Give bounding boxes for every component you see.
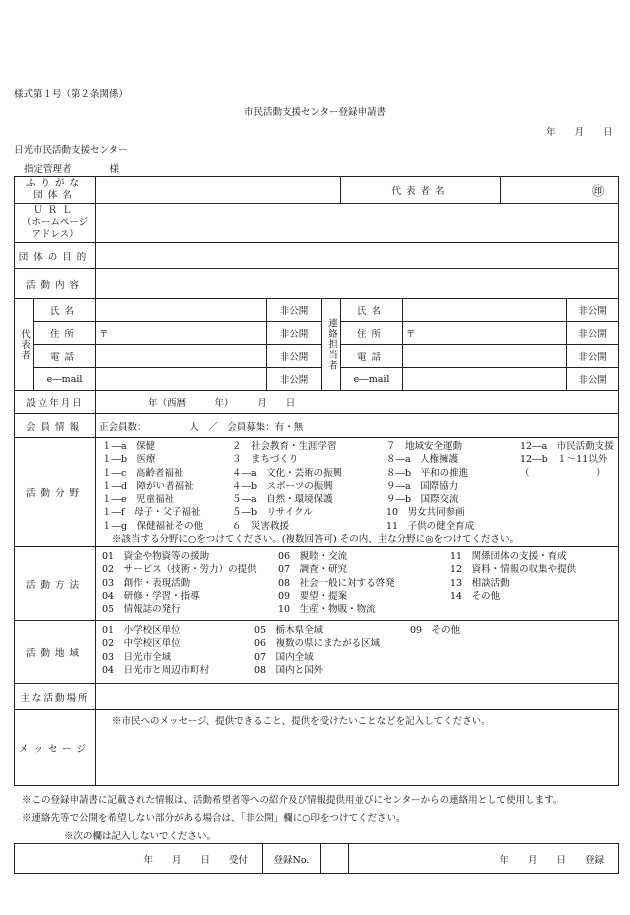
field-option[interactable]: ９―b 国際交流 [386, 494, 459, 506]
addressee: 日光市民活動支援センター [14, 145, 128, 156]
rep-email-label: e―mail [34, 368, 96, 391]
field-label: 活動分野 [15, 438, 96, 547]
office-use-table [14, 843, 619, 874]
page-title: 市民活動支援センター登録申請書 [243, 107, 387, 118]
footer-note-office: ※次の欄は記入しないでください。 [64, 831, 217, 842]
field-option [520, 480, 619, 493]
contact-email-private[interactable]: 非公開 [567, 368, 619, 391]
area-option [410, 651, 560, 664]
area-options[interactable] [96, 621, 619, 684]
rep-email-private[interactable]: 非公開 [267, 368, 322, 391]
footer-note-private: ※連絡先等で公開を希望しない部分がある場合は、「非公開」欄に○印をつけてください。 [22, 813, 406, 824]
footer-note-usage: ※この登録申請書に記載された情報は、活動希望者等への紹介及び情報提供用並びにセンターからの連絡用として使用します。 [22, 795, 563, 806]
method-option[interactable]: 07 調査・研究 [278, 564, 348, 576]
method-option[interactable]: 12 資料・情報の収集や提供 [450, 564, 577, 576]
rep-phone-private[interactable]: 非公開 [267, 345, 322, 368]
place-label: 主な活動場所 [15, 684, 96, 710]
field-option[interactable]: ６ 災害救援 [232, 520, 290, 532]
field-option[interactable]: １―c 高齢者福祉 [102, 467, 184, 479]
rep-name-field[interactable] [501, 177, 619, 204]
registration-form-table [14, 176, 619, 786]
method-option[interactable]: 09 要望・提案 [278, 590, 348, 602]
field-option[interactable]: ２ 社会教育・生涯学習 [232, 441, 337, 452]
method-option[interactable]: 13 相談活動 [450, 577, 510, 589]
area-option[interactable]: 09 その他 [410, 625, 461, 637]
field-option[interactable]: １―f 母子・父子福祉 [102, 507, 201, 519]
group-name-label: ふりがな 団体名 [15, 177, 96, 204]
field-option [520, 506, 619, 519]
received-date: 年 月 日 受付 [15, 844, 263, 874]
area-option[interactable]: 07 国内全域 [254, 651, 314, 663]
field-option[interactable]: ４―b スポーツの振興 [232, 480, 333, 492]
field-option[interactable]: ９―a 国際協力 [386, 480, 459, 492]
field-option[interactable]: ５―b リサイクル [232, 507, 313, 519]
contact-address-label: 住所 [341, 322, 403, 345]
area-option [410, 664, 560, 677]
rep-name-row-label: 氏名 [34, 299, 96, 322]
contact-email-input[interactable] [403, 368, 567, 391]
rep-name-input[interactable] [96, 299, 267, 322]
rep-address-input[interactable] [96, 322, 267, 345]
field-option[interactable]: ３ まちづくり [232, 454, 299, 466]
contact-group-label: 連絡担当者 [322, 299, 341, 391]
rep-group-label: 代表者 [15, 299, 34, 391]
area-option[interactable]: 05 栃木県全域 [254, 625, 324, 637]
field-option[interactable]: ７ 地域安全運動 [386, 441, 463, 452]
method-option [450, 603, 610, 616]
rep-name-label: 代表者名 [341, 177, 501, 204]
form-number: 様式第１号（第２条関係） [14, 89, 129, 100]
rep-email-input[interactable] [96, 368, 267, 391]
method-option-grid [102, 550, 615, 616]
seal-icon: ㊞ [592, 183, 605, 198]
url-field[interactable] [96, 204, 619, 243]
purpose-field[interactable] [96, 243, 619, 269]
contact-phone-private[interactable]: 非公開 [567, 345, 619, 368]
method-option[interactable]: 11 関係団体の支援・育成 [450, 551, 567, 563]
member-label: 会員情報 [15, 414, 96, 438]
method-option[interactable]: 05 情報誌の発行 [102, 604, 181, 616]
method-option[interactable]: 08 社会一般に対する啓発 [278, 577, 395, 589]
contact-name-row-label: 氏名 [341, 299, 403, 322]
area-option[interactable]: 01 小学校区単位 [102, 625, 181, 637]
registered-date: 年 月 日 登録 [349, 844, 619, 874]
area-option[interactable]: 08 国内と国外 [254, 664, 324, 676]
field-option[interactable]: １―e 児童福祉 [102, 494, 175, 506]
field-option[interactable]: １―a 保健 [102, 441, 156, 452]
contact-email-label: e―mail [341, 368, 403, 391]
field-option[interactable]: ４―a 文化・芸術の振興 [232, 467, 343, 479]
method-option[interactable]: 04 研修・学習・指導 [102, 590, 200, 602]
area-label: 活動地域 [15, 621, 96, 684]
field-option[interactable]: ８―a 人権擁護 [386, 454, 459, 466]
place-field[interactable] [96, 684, 619, 710]
method-options[interactable] [96, 547, 619, 621]
message-label: メッセージ [15, 710, 96, 786]
message-field[interactable] [96, 710, 619, 786]
founded-field[interactable]: 年（西暦 年） 月 日 [96, 391, 619, 414]
field-option[interactable]: ８―b 平和の推進 [386, 467, 469, 479]
method-option[interactable]: 02 サービス（技術・労力）の提供 [102, 564, 257, 576]
area-option-grid [102, 624, 615, 677]
field-option [520, 520, 619, 533]
manager-line: 指定管理者 様 [24, 164, 120, 175]
contact-address-private[interactable]: 非公開 [567, 322, 619, 345]
member-field[interactable]: 正会員数： 人 ／ 会員募集：有・無 [96, 414, 619, 438]
rep-address-label: 住所 [34, 322, 96, 345]
rep-phone-label: 電話 [34, 345, 96, 368]
reg-no-field [321, 844, 349, 874]
field-option[interactable]: １―g 保健福祉その他 [102, 520, 204, 532]
method-option[interactable]: 10 生産・物販・物流 [278, 604, 376, 616]
rep-phone-input[interactable] [96, 345, 267, 368]
area-option[interactable]: 03 日光市全域 [102, 651, 172, 663]
field-option[interactable]: 11 子供の健全育成 [386, 520, 475, 532]
field-option[interactable]: 12―a 市民活動支援 [520, 441, 614, 452]
method-option[interactable]: 14 その他 [450, 590, 501, 602]
field-option[interactable]: １―d 障がい者福祉 [102, 480, 194, 492]
method-option[interactable]: 03 創作・表現活動 [102, 577, 191, 589]
message-note: ※市民へのメッセージ、提供できること、提供を受けたいことなどを記入してください。 [112, 716, 491, 728]
contact-phone-input[interactable] [403, 345, 567, 368]
date-line: 年 月 日 [546, 127, 613, 138]
method-option[interactable]: 06 親睦・交流 [278, 551, 348, 563]
contact-address-input[interactable] [403, 322, 567, 345]
area-option[interactable]: 02 中学校区単位 [102, 638, 181, 650]
area-option [410, 637, 560, 650]
field-options[interactable] [96, 438, 619, 547]
content-label: 活動内容 [15, 269, 96, 299]
field-option[interactable]: ５―a 自然・環境保護 [232, 494, 333, 506]
postal-mark: 〒 [99, 329, 109, 340]
rep-name-private[interactable]: 非公開 [267, 299, 322, 322]
postal-mark: 〒 [406, 329, 416, 340]
reg-no-label: 登録No. [263, 844, 321, 874]
field-note: ※該当する分野に○をつけてください。(複数回答可) その内、主な分野に◎をつけてください。 [112, 534, 520, 546]
field-option-grid [102, 440, 615, 533]
content-field[interactable] [96, 269, 619, 299]
method-label: 活動方法 [15, 547, 96, 621]
area-option[interactable]: 04 日光市と周辺市町村 [102, 664, 210, 676]
contact-name-input[interactable] [403, 299, 567, 322]
area-option[interactable]: 06 複数の県にまたがる区域 [254, 638, 381, 650]
url-label: ＵＲＬ （ホームページアドレス） [15, 204, 96, 243]
contact-name-private[interactable]: 非公開 [567, 299, 619, 322]
field-option[interactable]: １―b 医療 [102, 454, 156, 466]
field-option[interactable]: （ ） [520, 467, 606, 479]
group-name-field[interactable] [96, 177, 341, 204]
field-option[interactable]: 12―b １～11以外 [520, 454, 608, 466]
founded-label: 設立年月日 [15, 391, 96, 414]
rep-address-private[interactable]: 非公開 [267, 322, 322, 345]
contact-phone-label: 電話 [341, 345, 403, 368]
method-option[interactable]: 01 資金や物資等の援助 [102, 551, 210, 563]
purpose-label: 団体の目的 [15, 243, 96, 269]
field-option[interactable]: 10 男女共同参画 [386, 507, 465, 519]
field-option [520, 493, 619, 506]
